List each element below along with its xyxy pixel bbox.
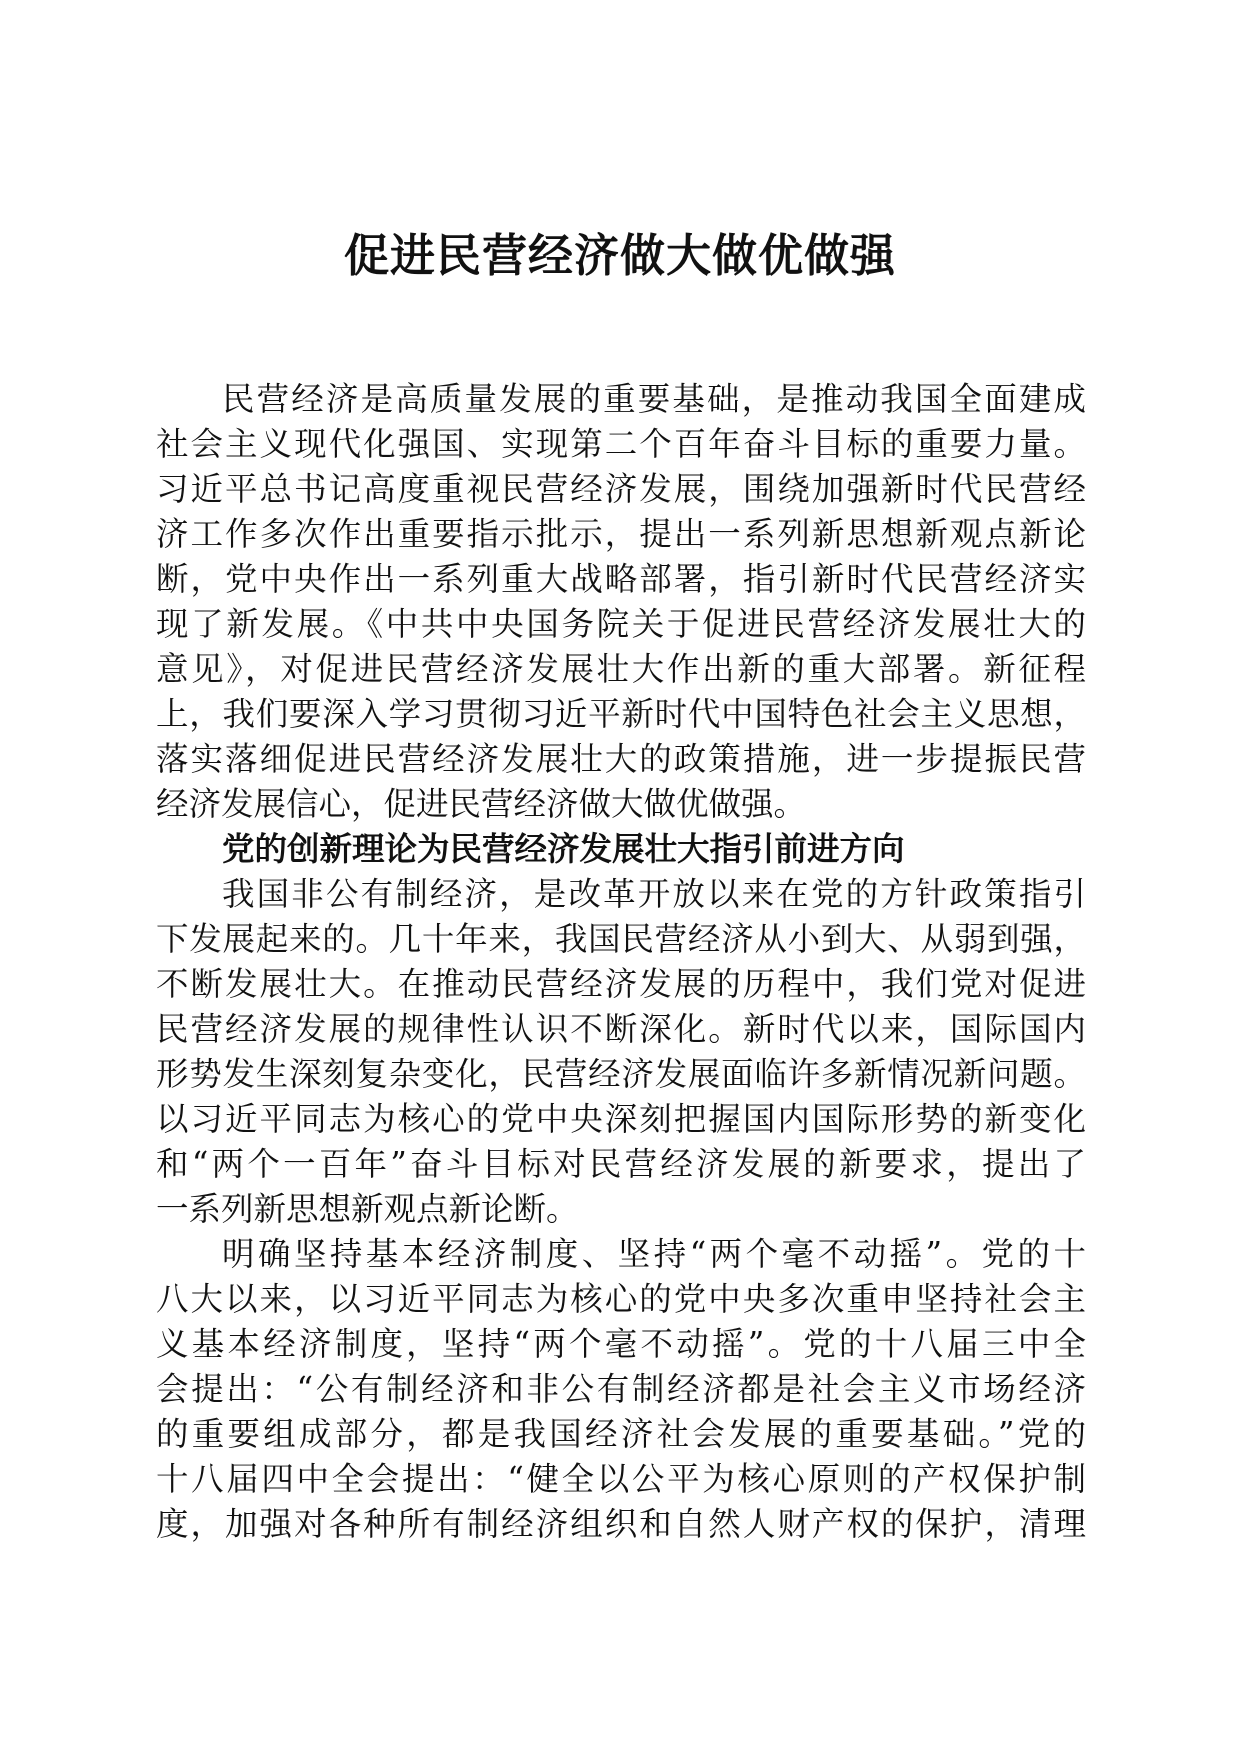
paragraph-line: 济工作多次作出重要指示批示，提出一系列新思想新观点新论 xyxy=(156,515,1086,553)
paragraph-line: 形势发生深刻复杂变化，民营经济发展面临许多新情况新问题。 xyxy=(156,1055,1086,1093)
paragraph-intro xyxy=(156,377,1086,827)
paragraph-line: 民营经济发展的规律性认识不断深化。新时代以来，国际国内 xyxy=(156,1010,1086,1048)
paragraph-line: 的重要组成部分，都是我国经济社会发展的重要基础。”党的 xyxy=(156,1415,1086,1453)
paragraph-line: 和“两个一百年”奋斗目标对民营经济发展的新要求，提出了 xyxy=(156,1145,1086,1183)
paragraph-line: 意见》，对促进民营经济发展壮大作出新的重大部署。新征程 xyxy=(156,650,1086,688)
paragraph-basic-system xyxy=(156,1232,1086,1547)
paragraph-line: 一系列新思想新观点新论断。 xyxy=(156,1190,579,1228)
paragraph-line: 习近平总书记高度重视民营经济发展，围绕加强新时代民营经 xyxy=(156,470,1086,508)
paragraph-line: 落实落细促进民营经济发展壮大的政策措施，进一步提振民营 xyxy=(156,740,1086,778)
paragraph-line: 义基本经济制度，坚持“两个毫不动摇”。党的十八届三中全 xyxy=(156,1325,1086,1363)
paragraph-line: 上，我们要深入学习贯彻习近平新时代中国特色社会主义思想， xyxy=(156,695,1086,733)
paragraph-line: 会提出：“公有制经济和非公有制经济都是社会主义市场经济 xyxy=(156,1370,1086,1408)
paragraph-line: 十八届四中全会提出：“健全以公平为核心原则的产权保护制 xyxy=(156,1460,1086,1498)
paragraph-line: 经济发展信心，促进民营经济做大做优做强。 xyxy=(156,785,807,823)
section-heading: 党的创新理论为民营经济发展壮大指引前进方向 xyxy=(222,830,905,868)
paragraph-line: 我国非公有制经济，是改革开放以来在党的方针政策指引 xyxy=(222,875,1086,913)
paragraph-nonpublic-economy xyxy=(156,872,1086,1232)
paragraph-line: 民营经济是高质量发展的重要基础，是推动我国全面建成 xyxy=(222,380,1086,418)
paragraph-line: 断，党中央作出一系列重大战略部署，指引新时代民营经济实 xyxy=(156,560,1086,598)
paragraph-line: 不断发展壮大。在推动民营经济发展的历程中，我们党对促进 xyxy=(156,965,1086,1003)
paragraph-line: 度，加强对各种所有制经济组织和自然人财产权的保护，清理 xyxy=(156,1505,1086,1543)
paragraph-line: 现了新发展。《中共中央国务院关于促进民营经济发展壮大的 xyxy=(156,605,1086,643)
paragraph-line: 明确坚持基本经济制度、坚持“两个毫不动摇”。党的十 xyxy=(222,1235,1086,1273)
paragraph-line: 八大以来，以习近平同志为核心的党中央多次重申坚持社会主 xyxy=(156,1280,1086,1318)
paragraph-line: 以习近平同志为核心的党中央深刻把握国内国际形势的新变化 xyxy=(156,1100,1086,1138)
document-title: 促进民营经济做大做优做强 xyxy=(343,229,896,282)
paragraph-line: 社会主义现代化强国、实现第二个百年奋斗目标的重要力量。 xyxy=(156,425,1086,463)
document-body xyxy=(156,377,1086,1547)
paragraph-line: 下发展起来的。几十年来，我国民营经济从小到大、从弱到强， xyxy=(156,920,1086,958)
